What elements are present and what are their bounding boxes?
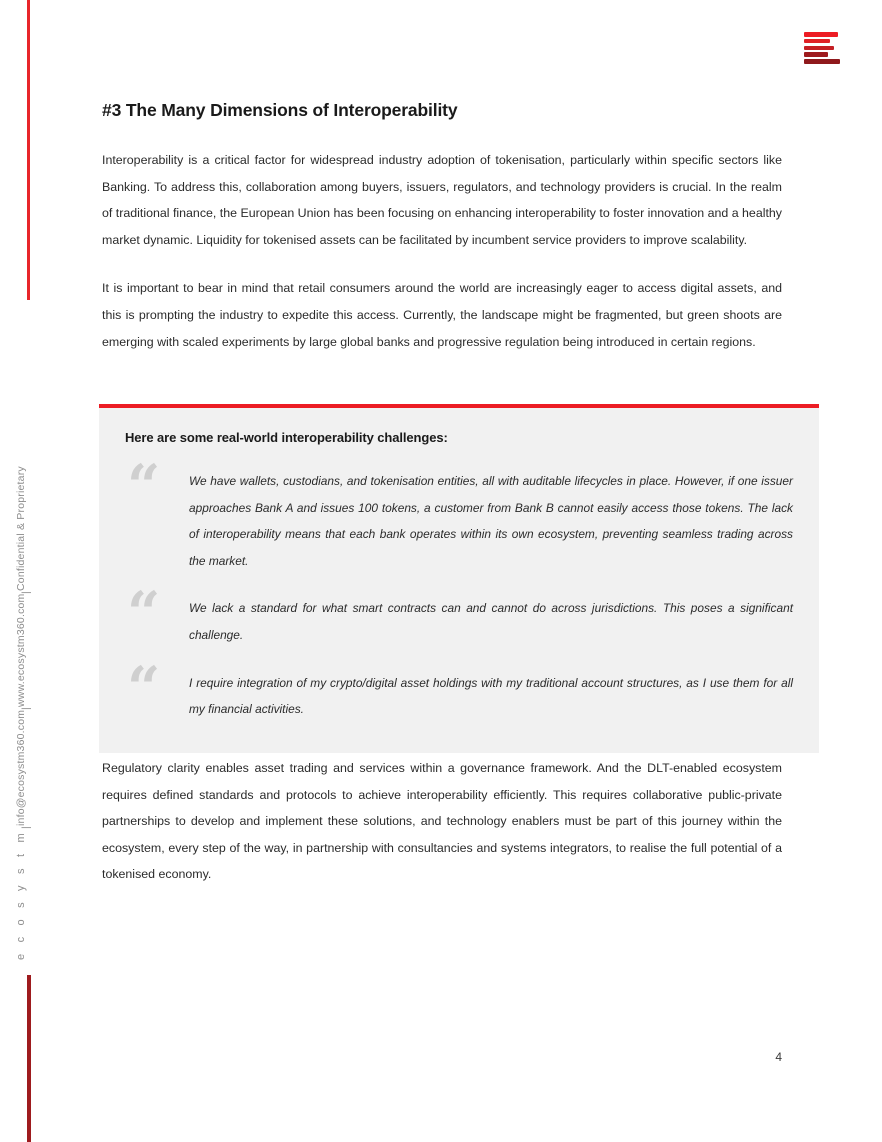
logo-bar-3 <box>804 46 834 51</box>
quote-mark-icon: “ <box>127 452 161 520</box>
callout-title: Here are some real-world interoperability challenges: <box>125 430 448 445</box>
sidebar-separator-1: | <box>20 826 32 830</box>
logo-bar-2 <box>804 39 830 44</box>
closing-section <box>102 755 782 888</box>
sidebar-email: info@ecosystm360.com <box>15 709 27 827</box>
ecosystm-logo-icon <box>804 32 844 68</box>
quote-mark-icon: “ <box>127 579 161 648</box>
closing-paragraph: Regulatory clarity enables asset trading and services within a governance framework. And the DLT-enabled ecosystem requires defined standards and protocols to achieve interoperability efficiently. This requires collaborative public-private partnerships to develop and implement these solutions, and technology enablers must be part of this journey within the ecosystem, every step of the way, in partnership with consultancies and systems integrators, to realise the full potential of a tokenised economy. <box>102 761 782 882</box>
article-content <box>102 100 782 355</box>
quote-text: We have wallets, custodians, and tokenisation entities, all with auditable lifecycles in place. However, if one issuer approaches Bank A and issues 100 tokens, a customer from Bank B cannot easily access those tokens. The lack of interoperability means that each bank operates within its own ecosystem, preventing seamless trading across the market. <box>189 474 793 568</box>
intro-paragraph-1: Interoperability is a critical factor for widespread industry adoption of tokenisation, particularly within specific sectors like Banking. To address this, collaboration among buyers, issuers, regulators, and technology providers is crucial. In the realm of traditional finance, the European Union has been focusing on enhancing interoperability to foster innovation and a healthy market dynamic. Liquidity for tokenised assets can be facilitated by incumbent service providers to improve scalability. <box>102 153 782 247</box>
left-accent-bar-top <box>27 0 30 300</box>
logo-bar-1 <box>804 32 838 37</box>
logo-bar-5 <box>804 59 840 64</box>
sidebar-footer-text <box>15 300 43 960</box>
callout-body <box>99 408 819 753</box>
sidebar-brand: e c o s y s t m <box>15 829 27 960</box>
sidebar-website: www.ecosystm360.com <box>15 593 27 708</box>
challenges-callout <box>99 404 819 753</box>
quote-text: We lack a standard for what smart contracts can and cannot do across jurisdictions. This poses a significant challenge. <box>189 601 793 642</box>
page-number: 4 <box>775 1050 782 1064</box>
quote-mark-icon: “ <box>127 653 161 722</box>
page-title: #3 The Many Dimensions of Interoperability <box>102 100 458 120</box>
quote-item <box>125 579 793 648</box>
sidebar-separator-3: | <box>20 590 32 594</box>
quote-item <box>125 653 793 723</box>
quote-item <box>125 452 793 574</box>
logo-bar-4 <box>804 52 828 57</box>
sidebar-confidentiality-notice: Confidential & Proprietary <box>15 465 27 591</box>
quote-text: I require integration of my crypto/digital asset holdings with my traditional account structures, as I use them for all my financial activities. <box>189 675 793 717</box>
sidebar-separator-2: | <box>20 707 32 710</box>
intro-paragraph-2: It is important to bear in mind that retail consumers around the world are increasingly eager to access digital assets, and this is prompting the industry to expedite this access. Currently, the landscape might be fragmented, but green shoots are emerging with scaled experiments by large global banks and progressive regulation being introduced in certain regions. <box>102 281 782 349</box>
